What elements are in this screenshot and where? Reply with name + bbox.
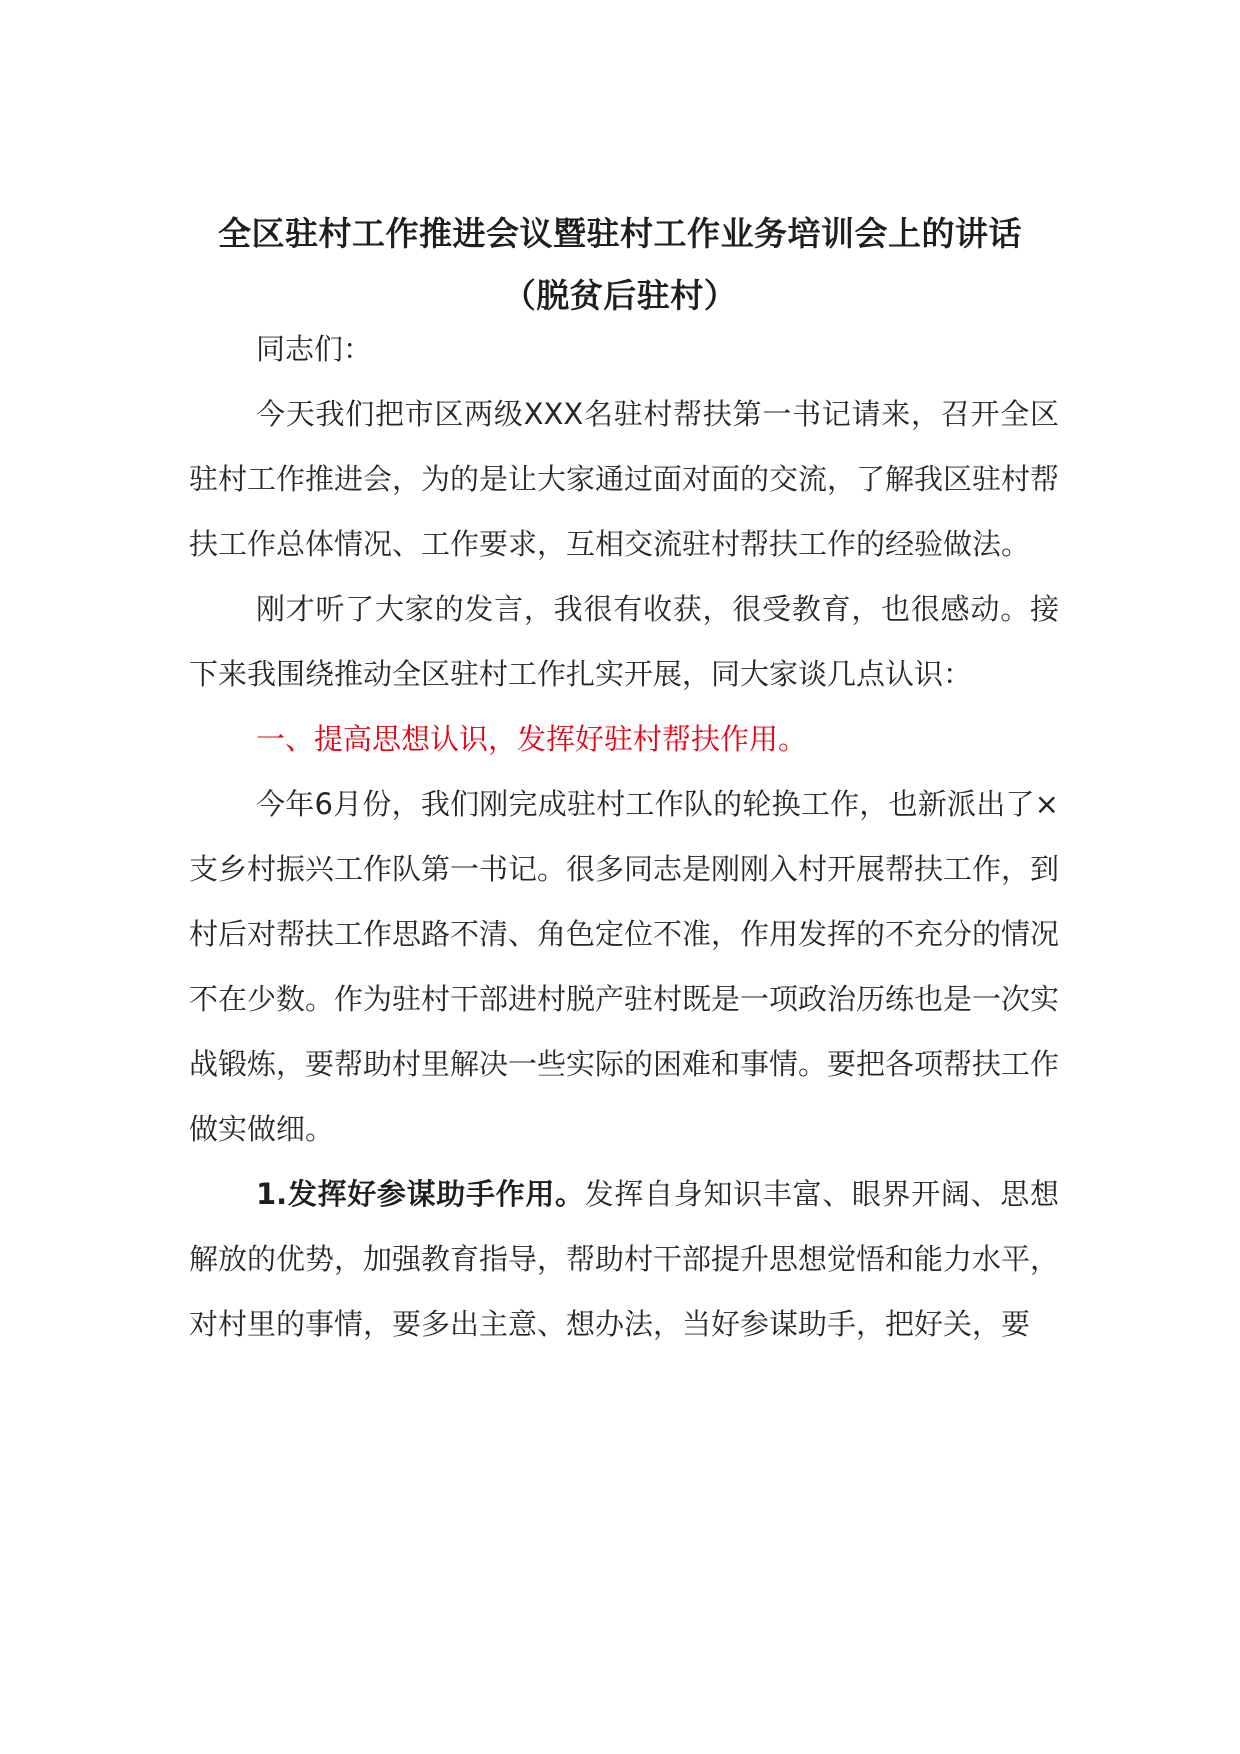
document-body <box>189 317 1059 1357</box>
salutation: 同志们： <box>256 332 373 366</box>
point-1-lead: 1.发挥好参谋助手作用。 <box>256 1177 585 1211</box>
section-heading-1: 一、提高思想认识，发挥好驻村帮扶作用。 <box>256 722 808 756</box>
point-1-paragraph <box>189 1162 1059 1357</box>
document-title-line-1: 全区驻村工作推进会议暨驻村工作业务培训会上的讲话 <box>218 214 1022 253</box>
point-1-text: 发挥自身知识丰富、眼界开阔、思想解放的优势，加强教育指导，帮助村干部提升思想觉悟和能力水平，对村里的事情，要多出主意、想办法，当好参谋助手，把好关，要 <box>189 1177 1060 1341</box>
paragraph-transition: 刚才听了大家的发言，我很有收获，很受教育，也很感动。接下来我围绕推动全区驻村工作扎实开展，同大家谈几点认识： <box>189 592 1059 691</box>
paragraph-section-1: 今年6月份，我们刚完成驻村工作队的轮换工作，也新派出了×支乡村振兴工作队第一书记。很多同志是刚刚入村开展帮扶工作，到村后对帮扶工作思路不清、角色定位不准，作用发挥的不充分的情况不在少数。作为驻村干部进村脱产驻村既是一项政治历练也是一次实战锻炼，要帮助村里解决一些实际的困难和事情。要把各项帮扶工作做实做细。 <box>189 787 1060 1146</box>
document-title-line-2: （脱贫后驻村） <box>502 276 738 315</box>
paragraph-intro: 今天我们把市区两级XXX名驻村帮扶第一书记请来，召开全区驻村工作推进会，为的是让大家通过面对面的交流，了解我区驻村帮扶工作总体情况、工作要求，互相交流驻村帮扶工作的经验做法。 <box>189 397 1060 561</box>
